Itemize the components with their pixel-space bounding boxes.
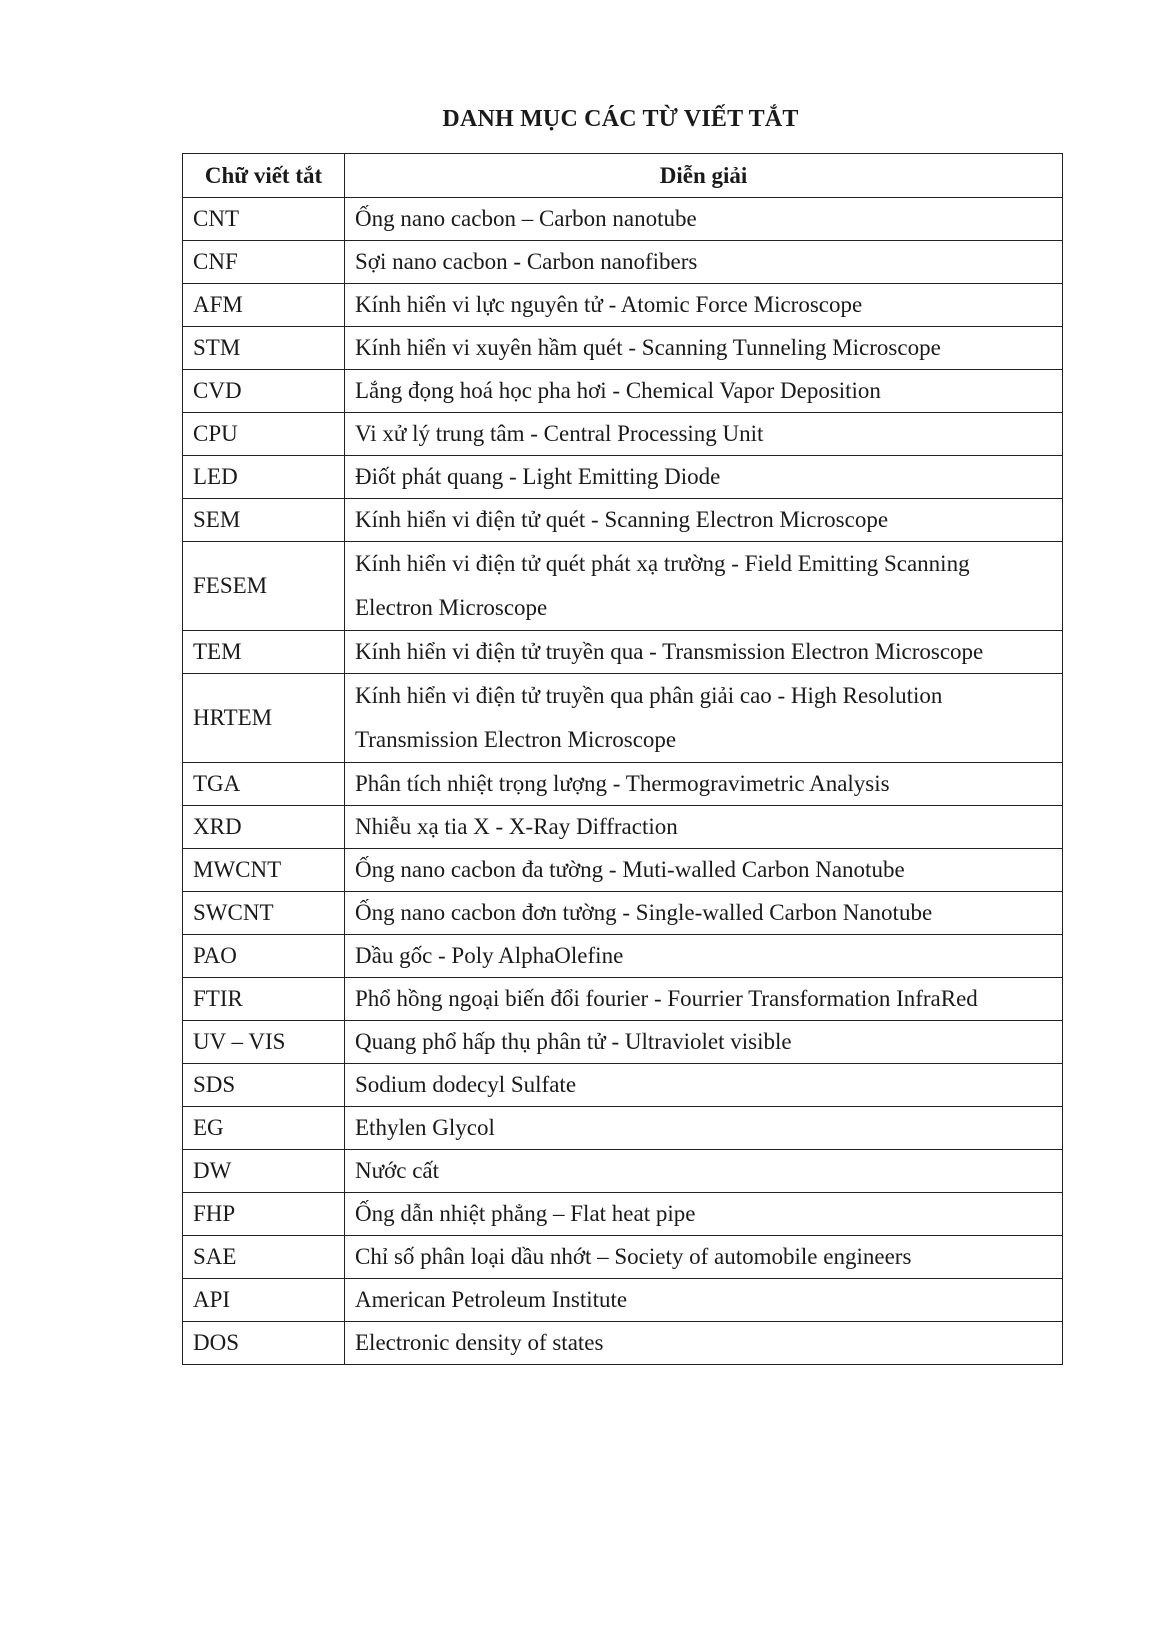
table-row bbox=[183, 370, 1063, 413]
abbreviation-cell: FTIR bbox=[183, 978, 345, 1021]
description-cell: Ống nano cacbon – Carbon nanotube bbox=[345, 198, 1063, 241]
description-cell: Ống dẫn nhiệt phẳng – Flat heat pipe bbox=[345, 1193, 1063, 1236]
abbreviation-cell: TEM bbox=[183, 631, 345, 674]
abbreviation-cell: EG bbox=[183, 1107, 345, 1150]
table-row bbox=[183, 1021, 1063, 1064]
abbreviation-cell: TGA bbox=[183, 763, 345, 806]
abbreviation-cell: SWCNT bbox=[183, 892, 345, 935]
table-row bbox=[183, 241, 1063, 284]
description-cell: Kính hiển vi xuyên hầm quét - Scanning Tunneling Microscope bbox=[345, 327, 1063, 370]
description-cell: Nước cất bbox=[345, 1150, 1063, 1193]
description-cell: Vi xử lý trung tâm - Central Processing Unit bbox=[345, 413, 1063, 456]
table-row bbox=[183, 1322, 1063, 1365]
table-row bbox=[183, 1064, 1063, 1107]
description-cell: Quang phổ hấp thụ phân tử - Ultraviolet visible bbox=[345, 1021, 1063, 1064]
abbreviation-cell: SEM bbox=[183, 499, 345, 542]
table-row bbox=[183, 978, 1063, 1021]
table-row bbox=[183, 1150, 1063, 1193]
description-cell: Ống nano cacbon đa tường - Muti-walled Carbon Nanotube bbox=[345, 849, 1063, 892]
table-row bbox=[183, 456, 1063, 499]
description-cell: Phân tích nhiệt trọng lượng - Thermogravimetric Analysis bbox=[345, 763, 1063, 806]
table-row bbox=[183, 763, 1063, 806]
table-header-row bbox=[183, 154, 1063, 198]
abbreviation-cell: HRTEM bbox=[183, 674, 345, 763]
description-cell: Phổ hồng ngoại biến đổi fourier - Fourrier Transformation InfraRed bbox=[345, 978, 1063, 1021]
abbreviation-cell: MWCNT bbox=[183, 849, 345, 892]
description-cell: Kính hiển vi điện tử quét - Scanning Electron Microscope bbox=[345, 499, 1063, 542]
abbreviation-cell: LED bbox=[183, 456, 345, 499]
description-cell: Dầu gốc - Poly AlphaOlefine bbox=[345, 935, 1063, 978]
abbreviation-cell: SAE bbox=[183, 1236, 345, 1279]
description-cell: Sợi nano cacbon - Carbon nanofibers bbox=[345, 241, 1063, 284]
table-row bbox=[183, 327, 1063, 370]
table-row bbox=[183, 1193, 1063, 1236]
abbreviation-cell: SDS bbox=[183, 1064, 345, 1107]
table-row bbox=[183, 198, 1063, 241]
abbreviation-cell: UV – VIS bbox=[183, 1021, 345, 1064]
table-row bbox=[183, 413, 1063, 456]
abbreviation-cell: API bbox=[183, 1279, 345, 1322]
description-cell: Kính hiển vi điện tử truyền qua - Transmission Electron Microscope bbox=[345, 631, 1063, 674]
description-cell: American Petroleum Institute bbox=[345, 1279, 1063, 1322]
abbreviation-cell: CPU bbox=[183, 413, 345, 456]
description-cell: Lắng đọng hoá học pha hơi - Chemical Vapor Deposition bbox=[345, 370, 1063, 413]
abbreviation-cell: CNF bbox=[183, 241, 345, 284]
column-header-abbreviation: Chữ viết tắt bbox=[183, 154, 345, 198]
abbreviation-cell: CNT bbox=[183, 198, 345, 241]
description-cell: Kính hiển vi lực nguyên tử - Atomic Force Microscope bbox=[345, 284, 1063, 327]
abbreviation-cell: DOS bbox=[183, 1322, 345, 1365]
table-row bbox=[183, 1107, 1063, 1150]
page-title: DANH MỤC CÁC TỪ VIẾT TẮT bbox=[442, 106, 799, 132]
abbreviation-cell: CVD bbox=[183, 370, 345, 413]
abbreviation-cell: STM bbox=[183, 327, 345, 370]
table-row bbox=[183, 284, 1063, 327]
table-row bbox=[183, 542, 1063, 631]
abbreviation-cell: DW bbox=[183, 1150, 345, 1193]
description-cell: Kính hiển vi điện tử quét phát xạ trường - Field Emitting Scanning Electron Microscope bbox=[345, 542, 1063, 631]
abbreviation-cell: XRD bbox=[183, 806, 345, 849]
description-cell: Electronic density of states bbox=[345, 1322, 1063, 1365]
table-row bbox=[183, 1279, 1063, 1322]
description-cell: Sodium dodecyl Sulfate bbox=[345, 1064, 1063, 1107]
table-row bbox=[183, 631, 1063, 674]
description-cell: Điốt phát quang - Light Emitting Diode bbox=[345, 456, 1063, 499]
table-row bbox=[183, 1236, 1063, 1279]
abbreviation-cell: AFM bbox=[183, 284, 345, 327]
description-cell: Ethylen Glycol bbox=[345, 1107, 1063, 1150]
table-row bbox=[183, 892, 1063, 935]
abbreviation-cell: FESEM bbox=[183, 542, 345, 631]
table-row bbox=[183, 674, 1063, 763]
description-cell: Chỉ số phân loại dầu nhớt – Society of automobile engineers bbox=[345, 1236, 1063, 1279]
table-row bbox=[183, 806, 1063, 849]
description-cell: Kính hiển vi điện tử truyền qua phân giải cao - High Resolution Transmission Electron Microscope bbox=[345, 674, 1063, 763]
table-row bbox=[183, 935, 1063, 978]
table-row bbox=[183, 849, 1063, 892]
column-header-description: Diễn giải bbox=[345, 154, 1063, 198]
description-cell: Ống nano cacbon đơn tường - Single-walled Carbon Nanotube bbox=[345, 892, 1063, 935]
abbreviation-cell: PAO bbox=[183, 935, 345, 978]
abbreviation-table bbox=[182, 153, 1063, 1365]
abbreviation-cell: FHP bbox=[183, 1193, 345, 1236]
description-cell: Nhiễu xạ tia X - X-Ray Diffraction bbox=[345, 806, 1063, 849]
table-row bbox=[183, 499, 1063, 542]
